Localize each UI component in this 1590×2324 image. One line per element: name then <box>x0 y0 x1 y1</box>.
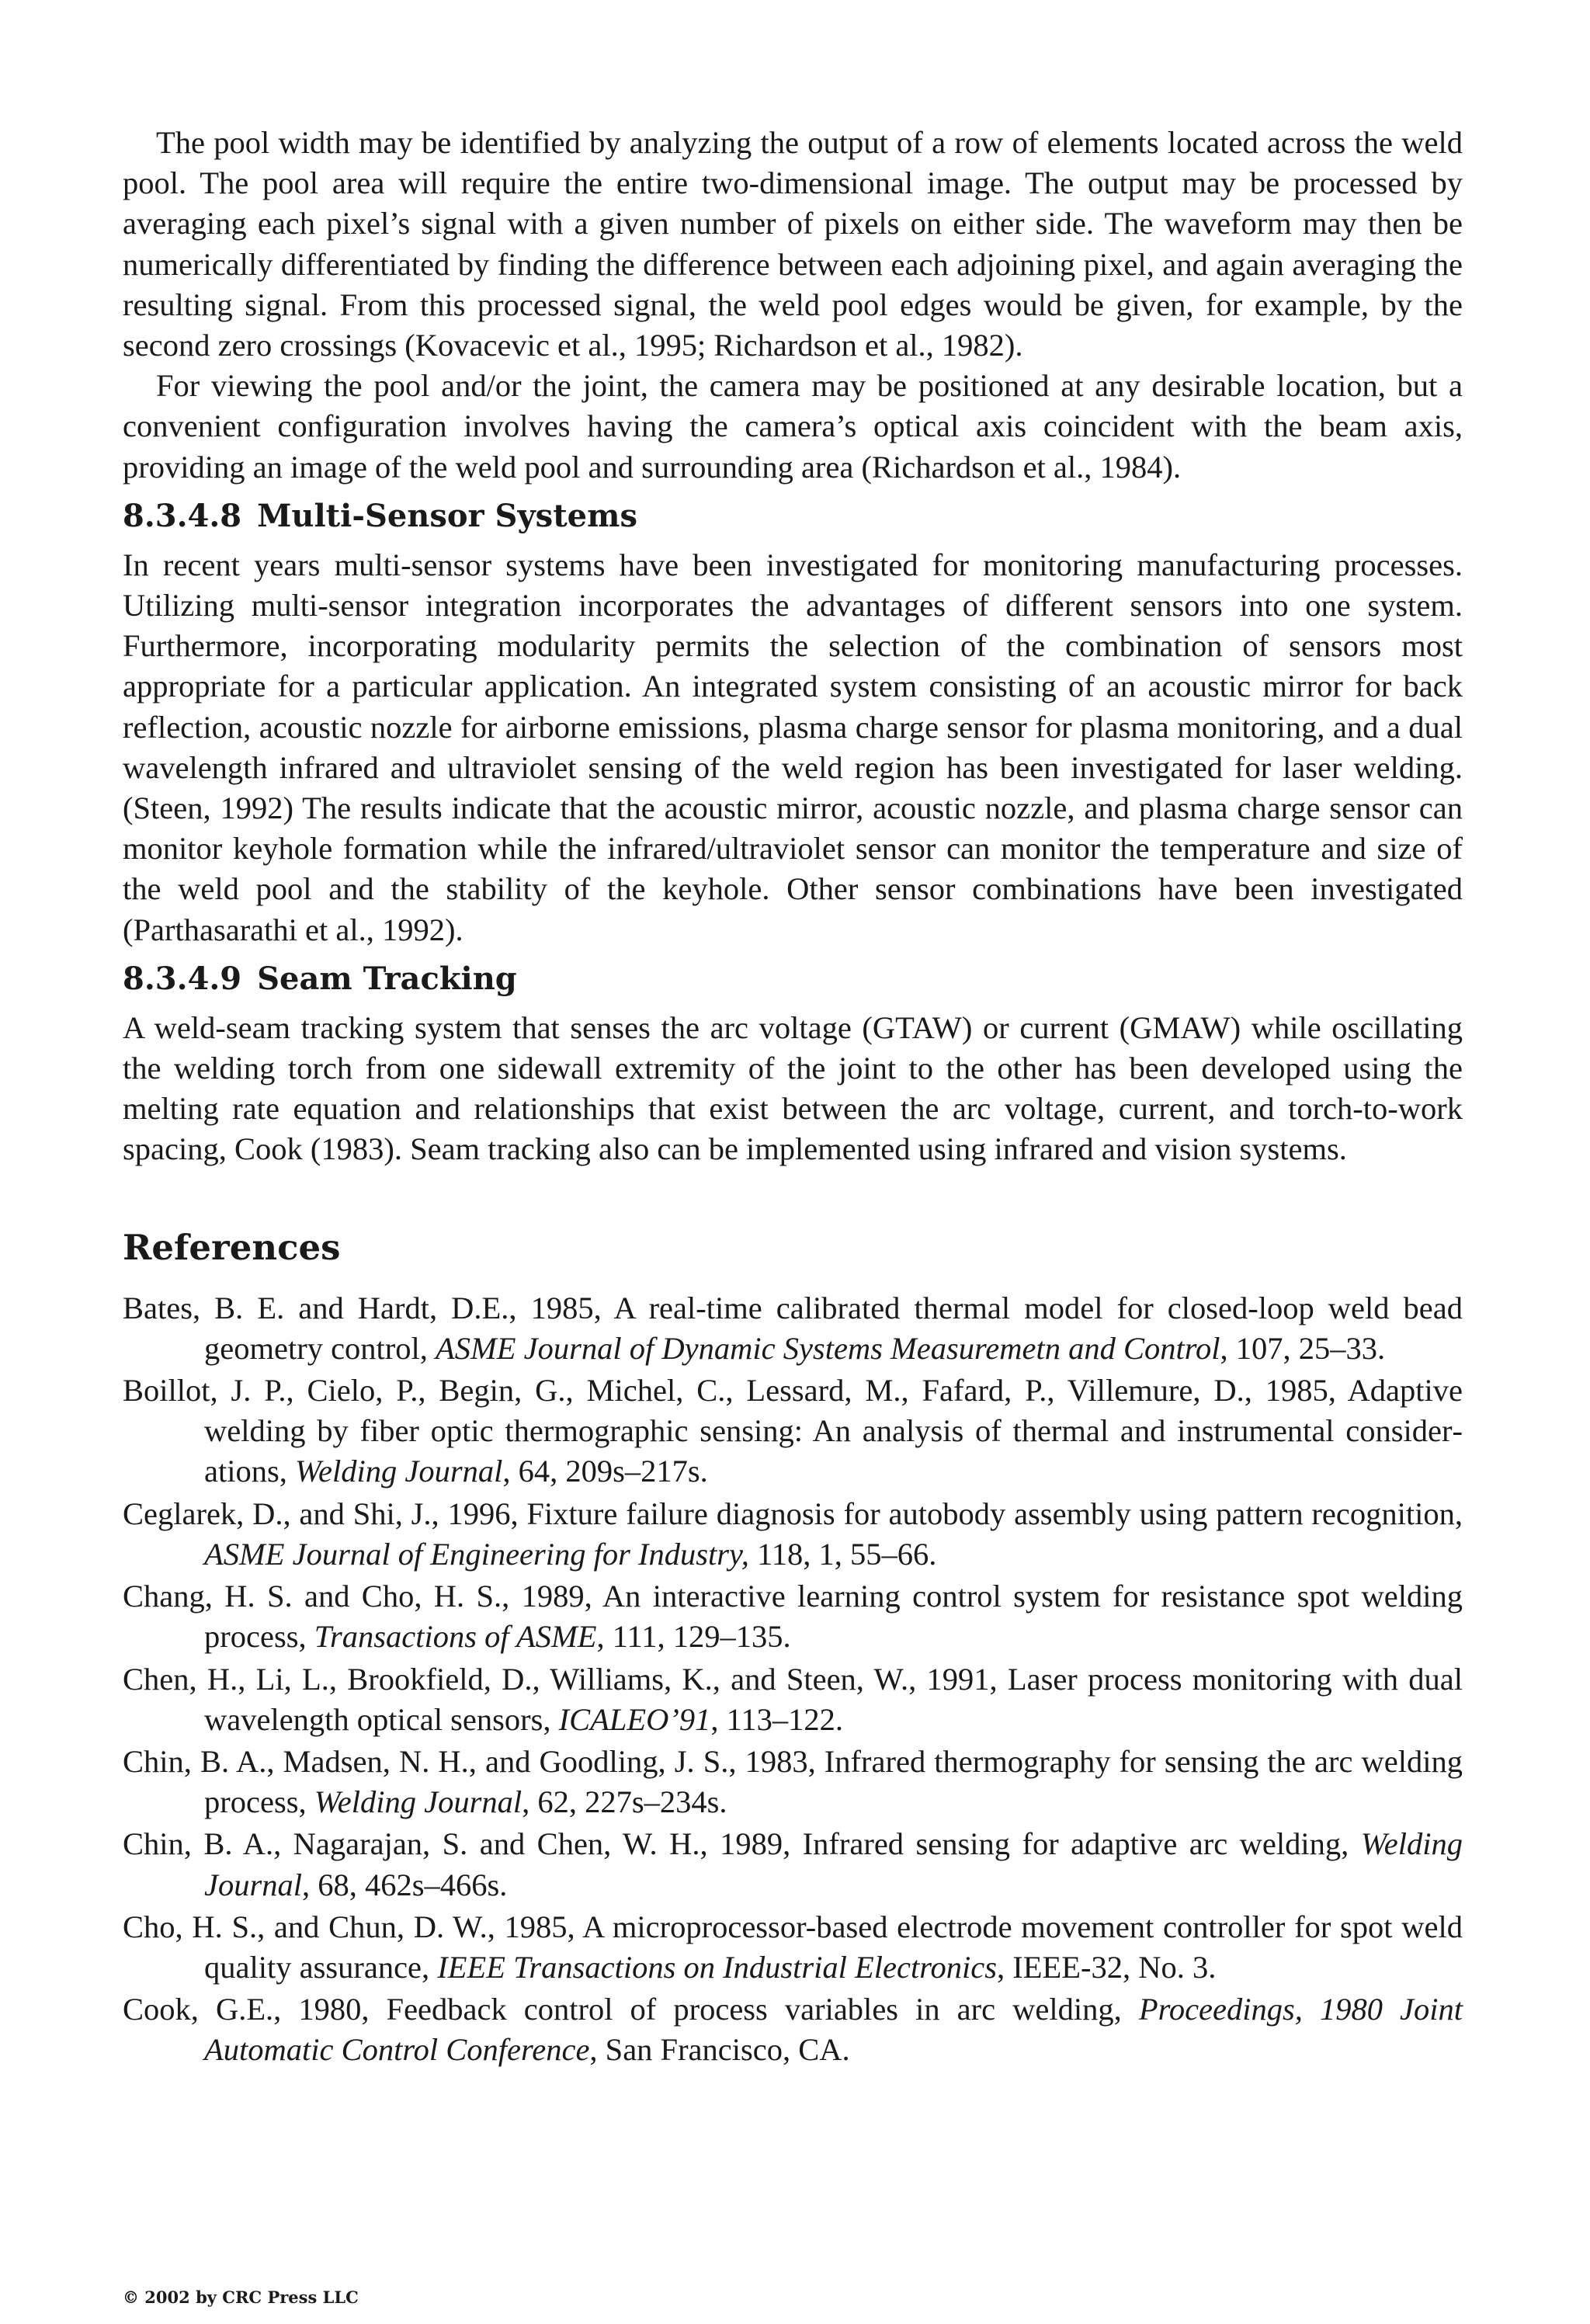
reference-item: Ceglarek, D., and Shi, J., 1996, Fixture failure diagnosis for autobody assembly using pattern recognition, ASME Journal of Engineering for Industry, 118, 1, 55–66. <box>123 1495 1463 1572</box>
reference-item: Chin, B. A., Madsen, N. H., and Goodling, J. S., 1983, Infrared thermography for sensing the arc welding process, Welding Journal, 62, 227s–234s. <box>123 1743 1463 1820</box>
paragraph-seam-tracking: A weld-seam tracking system that senses the arc voltage (GTAW) or current (GMAW) while oscillating the welding torch from one sidewall extremity of the joint to the other has been developed using the melting rate equation and relationships that exist between the arc voltage, current, and torch-to-work spacing, Cook (1983). Seam tracking also can be implemented using infrared and vision systems. <box>123 1009 1463 1167</box>
section-title: Multi-Sensor Systems <box>257 497 637 534</box>
reference-item: Bates, B. E. and Hardt, D.E., 1985, A real-time calibrated thermal model for closed-loop weld bead geometry control, ASME Journal of Dynamic Systems Measuremetn and Control, 107, 25–33. <box>123 1290 1463 1366</box>
section-number: 8.3.4.8 <box>123 497 242 534</box>
paragraph-multi-sensor: In recent years multi-sensor systems have been investigated for monitoring manufacturing processes. Utilizing multi-sensor integration incorporates the advantages of different sensors into one system. Furthermore, incorporating modularity permits the selection of the combination of sensors most appropriate for a particular application. An integrated system consisting of an acoustic mirror for back reflection, acoustic nozzle for airborne emissions, plasma charge sensor for plasma monitoring, and a dual wavelength infrared and ultraviolet sensing of the weld region has been investigated for laser welding. (Steen, 1992) The results indicate that the acoustic mirror, acoustic nozzle, and plasma charge sensor can monitor keyhole formation while the infrared/ultraviolet sensor can monitor the temperature and size of the weld pool and the stability of the keyhole. Other sensor combinations have been investigated (Parthasarathi et al., 1992). <box>123 547 1463 947</box>
reference-item: Chen, H., Li, L., Brookfield, D., Williams, K., and Steen, W., 1991, Laser process monitoring with dual wavelength optical sensors, ICALEO’91, 113–122. <box>123 1661 1463 1737</box>
copyright-footer: © 2002 by CRC Press LLC <box>123 2288 359 2307</box>
reference-item: Cook, G.E., 1980, Feedback control of process variables in arc welding, Proceedings, 1980 Joint Automatic Control Conference, San Francisco, CA. <box>123 1992 1463 2068</box>
references-list <box>123 1288 1463 2071</box>
section-heading-multi-sensor <box>123 496 1463 537</box>
section-number: 8.3.4.9 <box>123 960 242 997</box>
reference-item: Chin, B. A., Nagarajan, S. and Chen, W. H., 1989, Infrared sensing for adaptive arc welding, Welding Journal, 68, 462s–466s. <box>123 1826 1463 1902</box>
reference-item: Cho, H. S., and Chun, D. W., 1985, A microprocessor-based electrode movement controller for spot weld quality assurance, IEEE Transactions on Industrial Electronics, IEEE-32, No. 3. <box>123 1909 1463 1985</box>
paragraph-pool-width: The pool width may be identified by analyzing the output of a row of elements located across the weld pool. The pool area will require the entire two-dimensional image. The output may be processed by averaging each pixel’s signal with a given number of pixels on either side. The waveform may then be numerically differentiated by finding the difference between each adjoining pixel, and again averaging the resulting signal. From this processed signal, the weld pool edges would be given, for example, by the second zero crossings (Kovacevic et al., 1995; Richardson et al., 1982). <box>123 125 1463 363</box>
reference-item: Chang, H. S. and Cho, H. S., 1989, An interactive learning control system for resistance spot welding process, Transactions of ASME, 111, 129–135. <box>123 1579 1463 1655</box>
section-heading-seam-tracking <box>123 959 1463 999</box>
references-heading: References <box>123 1226 341 1268</box>
section-title: Seam Tracking <box>257 960 517 997</box>
paragraph-camera-viewing: For viewing the pool and/or the joint, the camera may be positioned at any desirable location, but a convenient configuration involves having the camera’s optical axis coincident with the beam axis, providing an image of the weld pool and surrounding area (Richardson et al., 1984). <box>123 368 1463 485</box>
document-page <box>123 123 1463 2072</box>
reference-item: Boillot, J. P., Cielo, P., Begin, G., Michel, C., Lessard, M., Fafard, P., Villemure, D., 1985, Adaptive welding by fiber optic thermographic sensing: An analysis of thermal and instrumental considerations, Welding Journal, 64, 209s–217s. <box>123 1373 1463 1489</box>
